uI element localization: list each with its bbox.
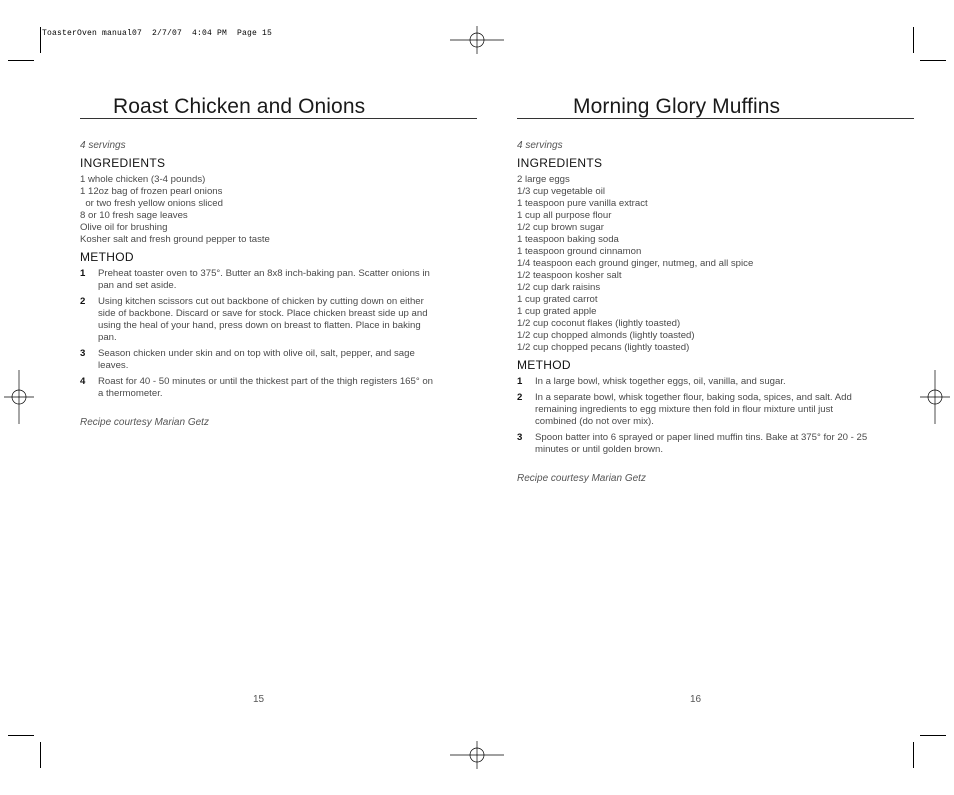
method-step	[80, 296, 438, 344]
ingredient-item: 1 cup all purpose flour	[517, 210, 612, 221]
left-page	[80, 94, 477, 428]
ingredient-item: 1/2 teaspoon kosher salt	[517, 270, 622, 281]
method-step	[517, 432, 875, 456]
method-step	[517, 392, 875, 428]
crop-mark	[913, 27, 914, 53]
method-step	[80, 348, 438, 372]
ingredients-heading: INGREDIENTS	[517, 156, 603, 170]
ingredient-item: 1 whole chicken (3-4 pounds)	[80, 174, 206, 185]
recipe-title	[517, 94, 914, 119]
method-list	[517, 376, 914, 456]
crop-mark	[8, 735, 34, 736]
ingredient-item: 1/2 cup chopped pecans (lightly toasted)	[517, 342, 690, 353]
step-text: In a separate bowl, whisk together flour, baking soda, spices, and salt. Add remaining ingredients to egg mixture then fold in flour mixture until just combined (do not over mix).	[535, 392, 852, 427]
ingredient-item: 1/4 teaspoon each ground ginger, nutmeg, and all spice	[517, 258, 754, 269]
step-text: Preheat toaster oven to 375°. Butter an 8x8 inch-baking pan. Scatter onions in pan and set aside.	[98, 268, 430, 291]
crop-mark	[8, 60, 34, 61]
step-text: Spoon batter into 6 sprayed or paper lined muffin tins. Bake at 375° for 20 - 25 minutes or until golden brown.	[535, 432, 868, 455]
printer-slug: ToasterOven manual07 2/7/07 4:04 PM Page 15	[42, 29, 273, 38]
right-page	[517, 94, 914, 484]
crop-mark	[920, 735, 946, 736]
recipe-title-text: Roast Chicken and Onions	[113, 95, 366, 118]
step-text: Using kitchen scissors cut out backbone of chicken by cutting down on either side of backbone. Discard or save for stock. Place chicken breast side up and using the heal of your hand, press down on breast to flatten. Place in baking pan.	[98, 296, 428, 343]
step-number: 2	[517, 392, 523, 403]
step-number: 1	[80, 268, 86, 279]
step-text: Season chicken under skin and on top with olive oil, salt, pepper, and sage leaves.	[98, 348, 415, 371]
ingredient-item: or two fresh yellow onions sliced	[80, 198, 223, 209]
step-text: In a large bowl, whisk together eggs, oil, vanilla, and sugar.	[535, 376, 786, 387]
step-number: 4	[80, 376, 86, 387]
method-step	[80, 376, 438, 400]
ingredients-list	[80, 174, 477, 246]
registration-mark-top	[450, 26, 504, 54]
registration-mark-bottom	[450, 741, 504, 769]
ingredient-item: Kosher salt and fresh ground pepper to taste	[80, 234, 270, 245]
ingredients-heading: INGREDIENTS	[80, 156, 166, 170]
method-step	[517, 376, 875, 388]
ingredient-item: 1/3 cup vegetable oil	[517, 186, 606, 197]
step-text: Roast for 40 - 50 minutes or until the thickest part of the thigh registers 165° on a thermometer.	[98, 376, 433, 399]
ingredient-item: 1/2 cup brown sugar	[517, 222, 604, 233]
recipe-courtesy: Recipe courtesy Marian Getz	[80, 417, 209, 428]
step-number: 3	[517, 432, 523, 443]
ingredient-item: 2 large eggs	[517, 174, 570, 185]
crop-mark	[40, 742, 41, 768]
crop-mark	[913, 742, 914, 768]
ingredient-item: 1/2 cup dark raisins	[517, 282, 601, 293]
ingredients-list	[517, 174, 914, 354]
method-step	[80, 268, 438, 292]
ingredient-item: 1 teaspoon baking soda	[517, 234, 619, 245]
ingredient-item: 1/2 cup coconut flakes (lightly toasted)	[517, 318, 681, 329]
page-number: 16	[690, 694, 702, 705]
recipe-courtesy: Recipe courtesy Marian Getz	[517, 473, 646, 484]
servings: 4 servings	[517, 140, 563, 151]
ingredient-item: 1 cup grated apple	[517, 306, 597, 317]
step-number: 3	[80, 348, 86, 359]
recipe-title	[80, 94, 477, 119]
servings: 4 servings	[80, 140, 126, 151]
registration-mark-right	[920, 370, 950, 424]
ingredient-item: 1 teaspoon ground cinnamon	[517, 246, 642, 257]
method-heading: METHOD	[517, 358, 571, 372]
page-number: 15	[253, 694, 265, 705]
step-number: 2	[80, 296, 86, 307]
method-list	[80, 268, 477, 400]
recipe-title-text: Morning Glory Muffins	[573, 95, 781, 118]
ingredient-item: 1 12oz bag of frozen pearl onions	[80, 186, 223, 197]
crop-mark	[40, 27, 41, 53]
ingredient-item: 1/2 cup chopped almonds (lightly toasted)	[517, 330, 695, 341]
ingredient-item: 1 teaspoon pure vanilla extract	[517, 198, 648, 209]
ingredient-item: 1 cup grated carrot	[517, 294, 598, 305]
step-number: 1	[517, 376, 523, 387]
method-heading: METHOD	[80, 250, 134, 264]
crop-mark	[920, 60, 946, 61]
ingredient-item: 8 or 10 fresh sage leaves	[80, 210, 188, 221]
ingredient-item: Olive oil for brushing	[80, 222, 168, 233]
registration-mark-left	[4, 370, 34, 424]
